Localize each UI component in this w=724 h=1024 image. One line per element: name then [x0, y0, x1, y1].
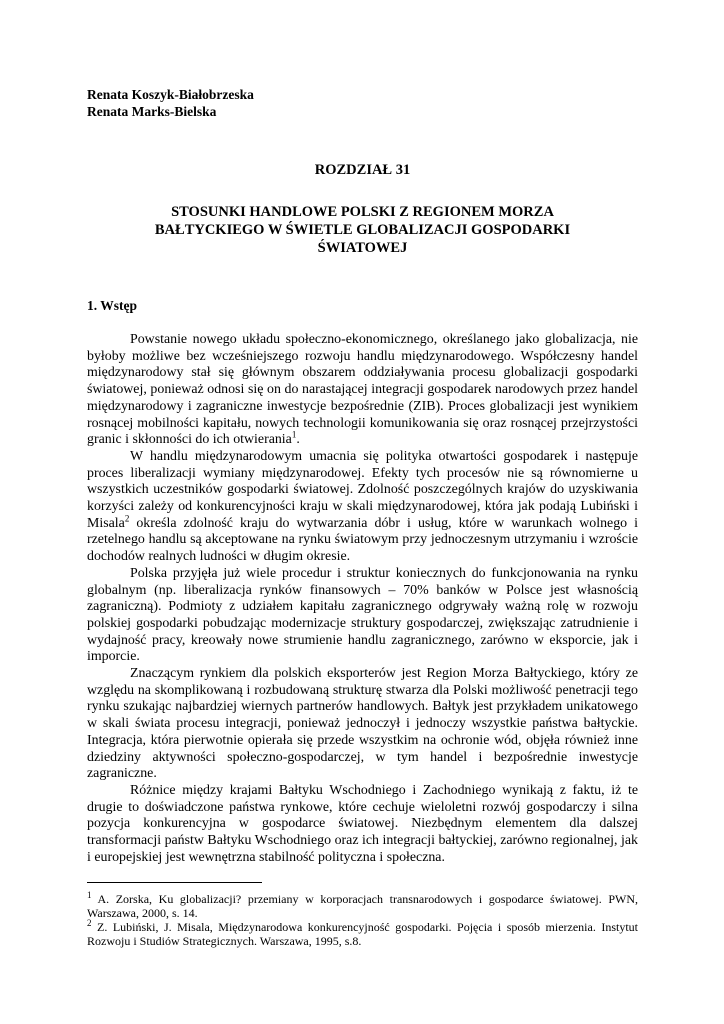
- author-name: Renata Koszyk-Białobrzeska: [87, 87, 254, 102]
- footnote-number: 2: [87, 917, 92, 928]
- title-line: BAŁTYCKIEGO W ŚWIETLE GLOBALIZACJI GOSPODARKI: [154, 222, 571, 238]
- title-line: STOSUNKI HANDLOWE POLSKI Z REGIONEM MORZA: [171, 204, 554, 220]
- paragraph: Różnice między krajami Bałtyku Wschodniego i Zachodniego wynikają z faktu, iż te drugie to doświadczone państwa rynkowe, które cechuje wieloletni rozwój gospodarczy i silna pozycja konkurencyjna w gospodarce światowej. Niezbędnym elementem dla dalszej transformacji państw Bałtyku Wschodniego oraz ich integracji bałtyckiej, zarówno regionalnej, jak i europejskiej jest wewnętrzna stabilność polityczna i społeczna.: [87, 782, 638, 865]
- paragraph-text: Powstanie nowego układu społeczno-ekonomicznego, określanego jako globalizacja, nie byłoby możliwe bez wcześniejszego rozwoju handlu międzynarodowego. Współczesny handel międzynarodowy stał się głównym obszarem oddziaływania procesu globalizacji gospodarki światowej, ponieważ odnosi się on do narastającej integracji gospodarek narodowych przez handel międzynarodowy i zagraniczne inwestycje bezpośrednie (ZIB). Proces globalizacji jest wynikiem rosnącej mobilności kapitału, nowych technologii komunikowania się oraz rosnącej przejrzystości granic i skłonności do ich otwierania: [87, 332, 638, 448]
- paragraph-text: W handlu międzynarodowym umacnia się polityka otwartości gospodarek i następuje proces liberalizacji wymiany międzynarodowej. Efekty tych procesów nie są równomierne u wszystkich uczestników gospodarki światowej. Zdolność poszczególnych krajów do uzyskiwania korzyści zależy od konkurencyjności kraju w skali międzynarodowej, która jak podają Lubiński i Misala: [87, 448, 638, 531]
- footnote: [87, 917, 638, 948]
- paragraph: Polska przyjęła już wiele procedur i struktur koniecznych do funkcjonowania na rynku globalnym (np. liberalizacja rynków finansowych – 70% banków w Polsce jest własnością zagraniczną). Podmioty z udziałem kapitału zagranicznego odgrywały ważną rolę w rozwoju polskiej gospodarki pobudzając modernizacje struktury gospodarczej, zwiększając zatrudnienie i wydajność pracy, kreowały nowe strumienie handlu zagranicznego, zarówno w eksporcie, jak i imporcie.: [87, 565, 638, 665]
- author-list: [87, 86, 638, 120]
- chapter-heading: ROZDZIAŁ 31: [314, 162, 411, 178]
- footnote-text: A. Zorska, Ku globalizacji? przemiany w korporacjach transnarodowych i gospodarce światowej. PWN, Warszawa, 2000, s. 14.: [87, 891, 638, 920]
- footnote-number: 1: [87, 889, 92, 900]
- footnote: [87, 889, 638, 920]
- footnote-text: Z. Lubiński, J. Misala, Międzynarodowa konkurencyjność gospodarki. Pojęcia i sposób mierzenia. Instytut Rozwoju i Studiów Strategicznych. Warszawa, 1995, s.8.: [87, 919, 638, 948]
- footnote-reference: 1: [291, 429, 297, 440]
- chapter-title: [87, 203, 638, 257]
- paragraph-text: określa zdolność kraju do wytwarzania dóbr i usług, które w warunkach wolnego i rzetelnego handlu są akceptowane na rynku światowym przy jednoczesnym utrzymaniu i wzroście dochodów realnych ludności w długim okresie.: [87, 515, 638, 565]
- body-text: [87, 332, 638, 867]
- paragraph: [87, 332, 638, 449]
- paragraph: Znaczącym rynkiem dla polskich eksporterów jest Region Morza Bałtyckiego, który ze względu na skomplikowaną i rozbudowaną strukturę stwarza dla Polski możliwość penetracji tego rynku szukając najbardziej wiernych partnerów handlowych. Bałtyk jest przykładem unikatowego w skali świata procesu integracji, ponieważ jednoczył i jednoczy wszystkie państwa bałtyckie. Integracja, która pierwotnie opierała się przede wszystkim na ochronie wód, objęła również inne dziedziny aktywności społeczno-gospodarczej, w tym handel i bezpośrednie inwestycje zagraniczne.: [87, 666, 638, 782]
- document-page: [87, 86, 638, 948]
- section-heading: 1. Wstęp: [87, 298, 138, 313]
- title-line: ŚWIATOWEJ: [317, 240, 408, 256]
- paragraph: [87, 449, 638, 566]
- author-name: Renata Marks-Bielska: [87, 104, 217, 119]
- footnote-separator: [87, 882, 262, 883]
- paragraph-end: .: [296, 432, 300, 448]
- footnote-reference: 2: [124, 513, 130, 524]
- footnotes: [87, 889, 638, 948]
